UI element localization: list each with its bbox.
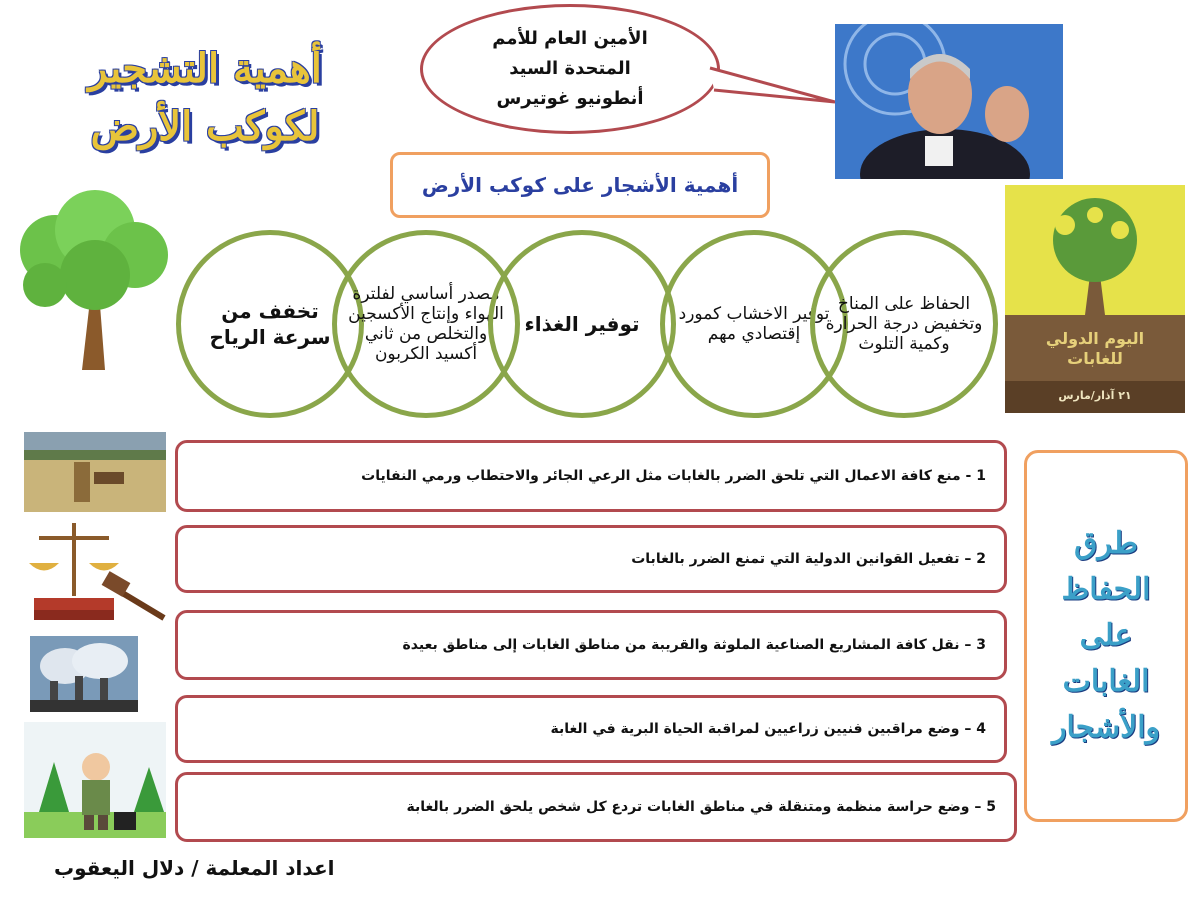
author-credit: اعداد المعلمة / دلال اليعقوب xyxy=(54,856,335,880)
forest-day-poster xyxy=(1005,185,1185,413)
page-title-line1: أهمية التشجير xyxy=(88,45,322,92)
rule-item-5 xyxy=(175,772,1017,842)
rule-4-text: 4 – وضع مراقبين فنيين زراعيين لمراقبة الحياة البرية في الغابة xyxy=(550,721,986,737)
page-title xyxy=(30,40,380,156)
benefit-climate-text: الحفاظ على المناخ وتخفيض درجة الحرارة وكمية التلوث xyxy=(825,294,983,354)
speech-line3: أنطونيو غوتيرس xyxy=(496,88,644,109)
speech-bubble-tail xyxy=(700,60,840,110)
speech-bubble xyxy=(420,4,720,134)
ways-heading-box xyxy=(1024,450,1188,822)
benefit-circle-climate xyxy=(810,230,998,418)
cut-trees-image xyxy=(24,432,166,512)
ways-line5: والأشجار xyxy=(1051,710,1161,745)
ways-line3: على xyxy=(1079,618,1133,653)
poster-title-line1: اليوم الدولي xyxy=(1045,329,1145,348)
rule-item-4 xyxy=(175,695,1007,763)
benefit-wind-text: تخفف من سرعة الرياح xyxy=(209,299,331,349)
page-title-line2: لكوكب الأرض xyxy=(90,103,320,150)
benefit-wood-text: توفير الاخشاب كمورد إقتصادي مهم xyxy=(678,304,830,344)
section-title: أهمية الأشجار على كوكب الأرض xyxy=(421,173,739,197)
ways-line2: الحفاظ xyxy=(1061,572,1151,607)
poster-date: ٢١ آذار/مارس xyxy=(1058,389,1132,402)
justice-scale-icon xyxy=(24,518,166,628)
rule-item-3 xyxy=(175,610,1007,680)
rule-item-2 xyxy=(175,525,1007,593)
poster-graphic xyxy=(1005,185,1185,413)
benefit-food-text: توفير الغذاء xyxy=(524,312,640,336)
forest-ranger-image xyxy=(24,722,166,838)
rule-5-text: 5 – وضع حراسة منظمة ومتنقلة في مناطق الغابات تردع كل شخص يلحق الضرر بالغابة xyxy=(406,799,996,815)
ways-line1: طرق xyxy=(1074,526,1138,561)
rule-2-text: 2 – تفعيل القوانين الدولية التي تمنع الضرر بالغابات xyxy=(631,551,986,567)
rule-item-1 xyxy=(175,440,1007,512)
rule-3-text: 3 – نقل كافة المشاريع الصناعية الملوثة والقريبة من مناطق الغابات إلى مناطق بعيدة xyxy=(402,637,986,653)
benefit-air-text: مصدر أساسي لفلترة الهواء وإنتاج الأكسجين والتخلص من ثاني أكسيد الكربون xyxy=(348,284,504,364)
rule-1-text: 1 - منع كافة الاعمال التي تلحق الضرر بالغابات مثل الرعي الجائر والاحتطاب ورمي النفايات xyxy=(361,468,986,484)
speech-line1: الأمين العام للأمم xyxy=(492,28,648,49)
speech-line2: المتحدة السيد xyxy=(509,58,631,79)
portrait-photo xyxy=(835,24,1063,179)
benefit-circle-food xyxy=(488,230,676,418)
ways-line4: الغابات xyxy=(1062,664,1150,699)
section-title-box xyxy=(390,152,770,218)
tree-icon xyxy=(10,190,172,370)
factory-pollution-image xyxy=(30,636,138,712)
poster-title-line2: للغابات xyxy=(1067,349,1123,368)
